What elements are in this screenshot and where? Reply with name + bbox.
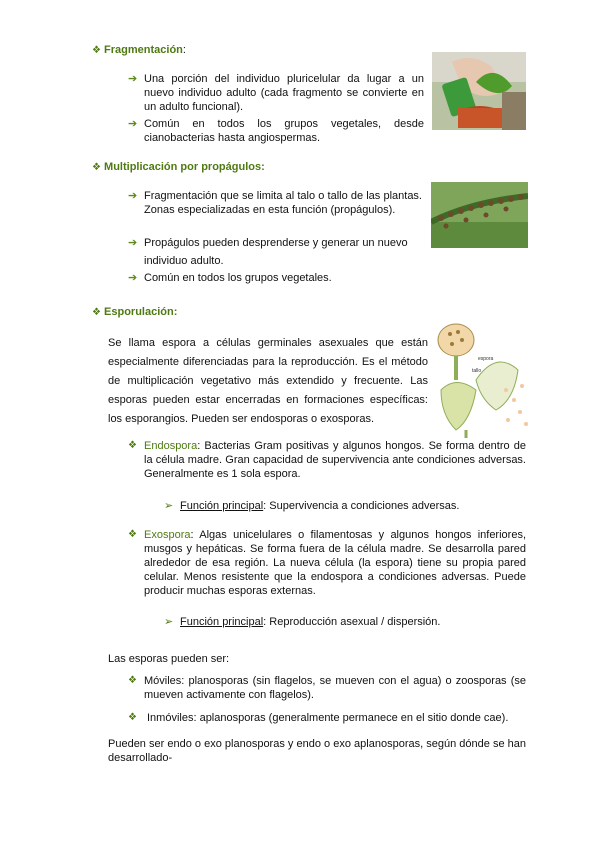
endospora-term: Endospora bbox=[144, 440, 198, 452]
list-item: ➔ Propágulos pueden desprenderse y generar un nuevo individuo adulto. bbox=[128, 234, 424, 270]
types-intro: Las esporas pueden ser: bbox=[108, 653, 230, 665]
endospora-function: ➢ Función principal: Supervivencia a condiciones adversas. bbox=[164, 500, 460, 512]
mobile-spores-item: ❖ Móviles: planosporas (sin flagelos, se mueven con el agua) o zoosporas (se mueven activamente con flagelos). bbox=[128, 675, 526, 701]
diamond-bullet-icon: ❖ bbox=[92, 307, 101, 318]
section-title: Multiplicación por propágulos: bbox=[104, 161, 265, 173]
arrow-bullet-icon: ➔ bbox=[128, 118, 138, 130]
list-item: ➔ Una porción del individuo pluricelular da lugar a un nuevo individuo adulto (cada fragmento se convierte en un adulto funcional). bbox=[128, 73, 424, 113]
propagule-photo bbox=[431, 182, 528, 248]
diamond-bullet-icon: ❖ bbox=[128, 529, 137, 540]
exospora-function: ➢ Función principal: Reproducción asexual / dispersión. bbox=[164, 616, 441, 628]
section-title: Esporulación: bbox=[104, 306, 178, 318]
list-item: ➔ Común en todos los grupos vegetales, desde cianobacterias hasta angiospermas. bbox=[128, 118, 424, 144]
endospora-item: ❖ Endospora: Bacterias Gram positivas y algunos hongos. Se forma dentro de la célula madre. Gran capacidad de supervivencia ante condiciones adversas. Generalmente es 1 sola espora. bbox=[128, 440, 526, 480]
arrow-bullet-icon: ➔ bbox=[128, 272, 138, 284]
list-item: ➔ Fragmentación que se limita al talo o tallo de las plantas. Zonas especializadas en esta función (propágulos). bbox=[128, 190, 422, 216]
arrowhead-bullet-icon: ➢ bbox=[164, 616, 174, 628]
fragmentation-photo bbox=[432, 52, 526, 130]
diamond-bullet-icon: ❖ bbox=[92, 45, 101, 56]
section-esporulacion-header bbox=[92, 305, 177, 320]
diamond-bullet-icon: ❖ bbox=[128, 440, 137, 451]
diamond-bullet-icon: ❖ bbox=[128, 712, 137, 723]
fig-label-2: tallo bbox=[472, 368, 482, 374]
exospora-item: ❖ Exospora: Algas unicelulares o filamentosas y algunos hongos inferiores, musgos y hepáticas. Se forma fuera de la célula madre. Se desarrolla pared alrededor de esa región. La nueva célula (la espora) tiene su propia pared celular. Menos resistente que la endospora a condiciones adversas. Puede producir muchas esporas externas. bbox=[128, 529, 526, 597]
arrowhead-bullet-icon: ➢ bbox=[164, 500, 174, 512]
section-propagulos-header bbox=[92, 160, 265, 175]
arrow-bullet-icon: ➔ bbox=[128, 237, 138, 249]
section-fragmentacion-header: ❖ Fragmentación: bbox=[92, 44, 186, 56]
fig-label-1: espora bbox=[478, 356, 494, 362]
closing-paragraph: Pueden ser endo o exo planosporas y endo o exo aplanosporas, según dónde se han desarrollado- bbox=[108, 738, 526, 764]
exospora-term: Exospora bbox=[144, 529, 191, 541]
arrow-bullet-icon: ➔ bbox=[128, 190, 138, 202]
arrow-bullet-icon: ➔ bbox=[128, 73, 138, 85]
immobile-spores-item: ❖ Inmóviles: aplanosporas (generalmente permanece en el sitio donde cae). bbox=[128, 712, 509, 724]
diamond-bullet-icon: ❖ bbox=[128, 675, 137, 686]
esporulacion-intro: Se llama espora a células germinales asexuales que están especialmente diferenciadas para la reproducción. Es el método de multiplicación vegetativo más extendido y frecuente. Las esporas pueden estar encerradas en formaciones específicas: los esporangios. Pueden ser endosporas o exosporas. bbox=[108, 337, 428, 425]
sporangium-illustration bbox=[436, 320, 532, 438]
section-title: Fragmentación bbox=[104, 44, 183, 56]
diamond-bullet-icon: ❖ bbox=[92, 162, 101, 173]
list-item: ➔ Común en todos los grupos vegetales. bbox=[128, 272, 332, 284]
